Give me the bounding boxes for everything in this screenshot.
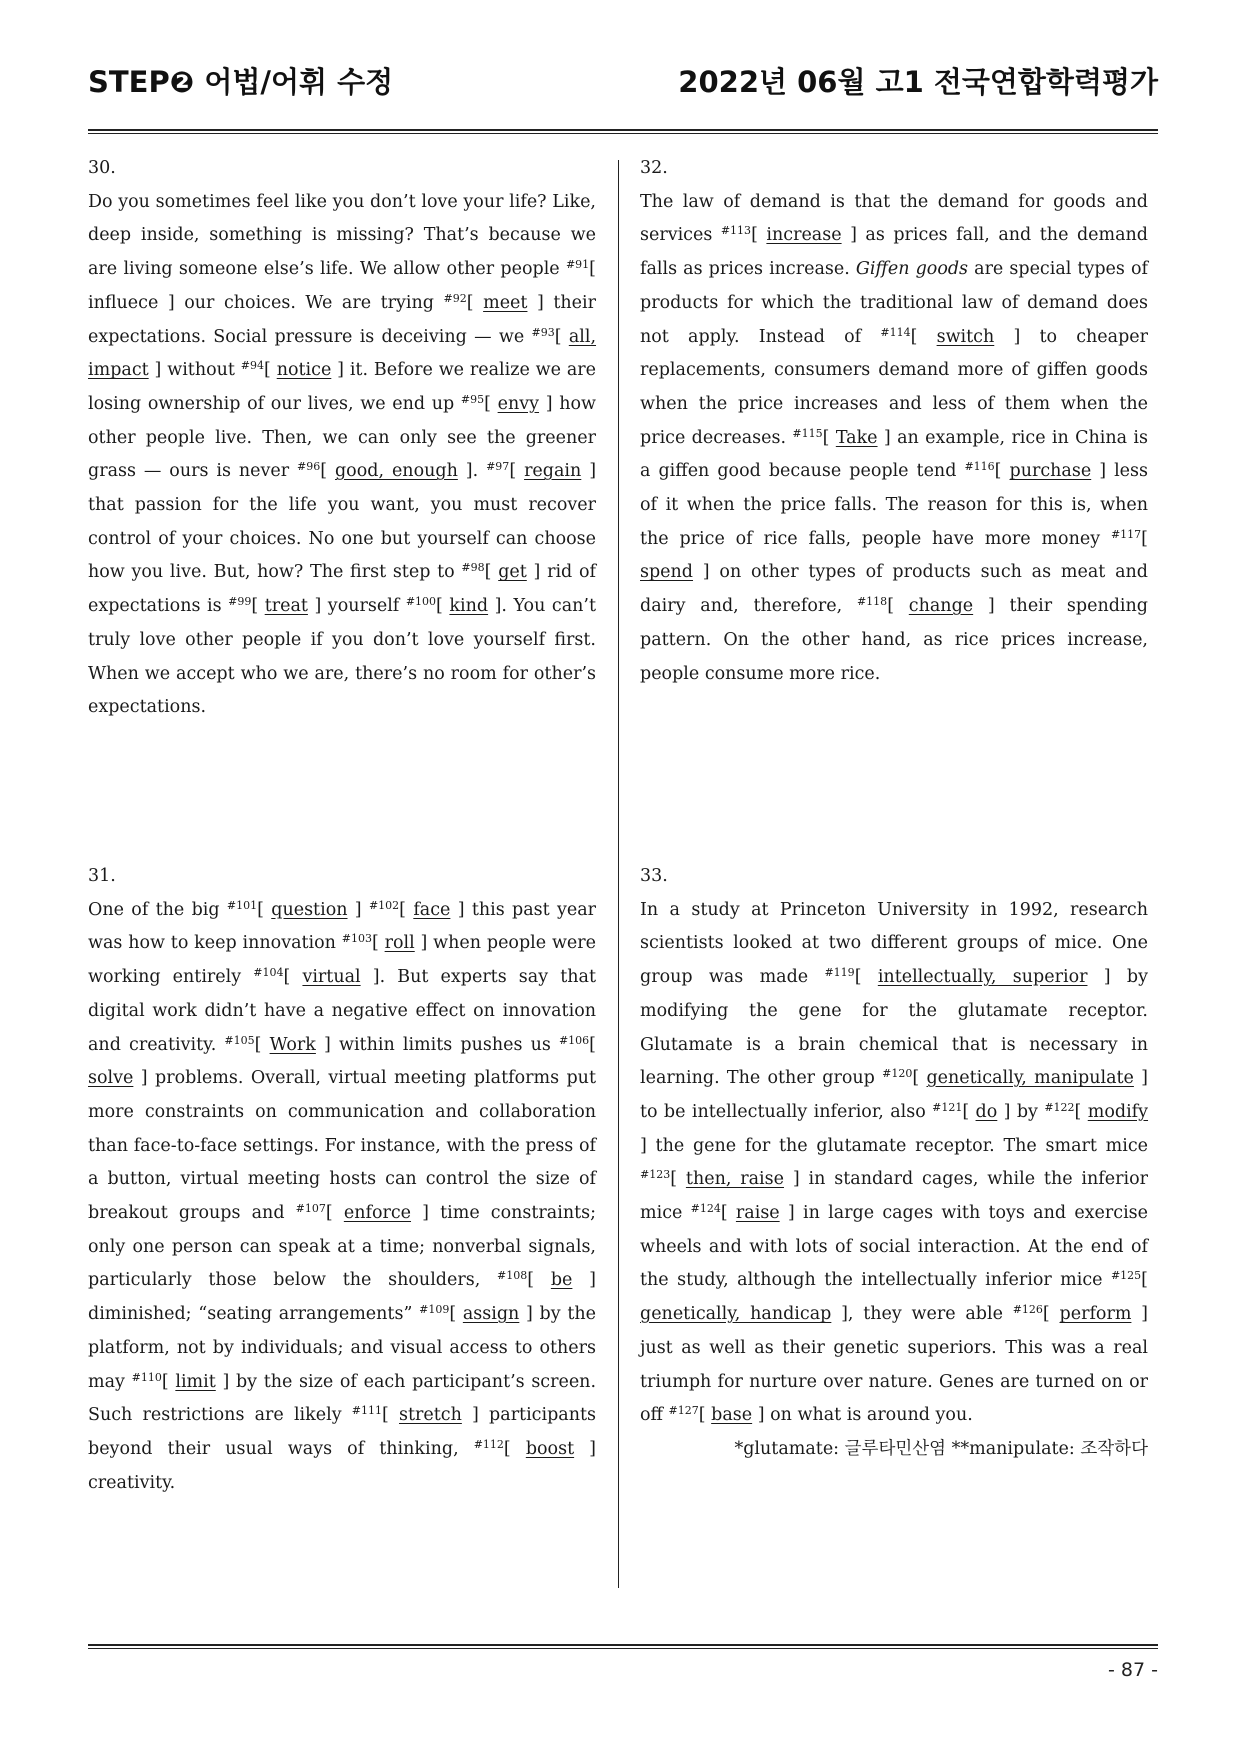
question-number: 32. — [640, 158, 668, 178]
blank-answer: roll — [384, 933, 415, 954]
blank-number: #119 — [824, 966, 855, 980]
blank-answer: switch — [936, 326, 995, 347]
blank-number: #95 — [460, 392, 485, 406]
blank-answer: good, enough — [334, 461, 458, 482]
blank-answer: envy — [497, 393, 540, 414]
blank-answer: notice — [276, 360, 332, 381]
blank-number: #121 — [932, 1100, 963, 1114]
blank-number: #112 — [473, 1437, 504, 1451]
blank-number: #106 — [558, 1033, 590, 1047]
blank-number: #107 — [295, 1202, 326, 1216]
blank-number: #120 — [882, 1067, 913, 1081]
blank-number: #110 — [131, 1370, 162, 1384]
footer-rule — [88, 1644, 1158, 1649]
blank-number: #93 — [531, 325, 555, 339]
blank-answer: genetically, handicap — [640, 1304, 832, 1325]
blank-answer: Take — [835, 427, 878, 448]
blank-number: #124 — [690, 1202, 721, 1216]
blank-answer: treat — [264, 596, 308, 617]
blank-answer: solve — [88, 1068, 134, 1089]
step-title: STEP❷ 어법/어휘 수정 — [88, 65, 394, 99]
blank-answer: enforce — [343, 1203, 412, 1224]
question-passage: One of the big $^{\#101}$[ question ] $^{\#102}$[ face ] this past year was how to keep innovation $^{\#103}$[ roll ] when people were working entirely $^{\#104}$[ virtual ]. But experts say that digital work didn’t have a negative effect on innovation and creativity. $^{\#105}$[ Work ] within limits pushes us $^{\#106}$[ solve ] problems. Overall, virtual meeting platforms put more constraints on communication and collaboration than face-to-face settings. For instance, with the press of a button, virtual meeting hosts can control the size of breakout groups and $^{\#107}$[ enforce ] time constraints; only one person can speak at a time; nonverbal signals, particularly those below the shoulders, $^{\#108}$[ be ] diminished; “seating arrangements” $^{\#109}$[ assign ] by the platform, not by individuals; and visual access to others may $^{\#110}$[ limit ] by the size of each participant’s screen. Such restrictions are likely $^{\#111}$[ stretch ] participants beyond their usual ways of thinking, $^{\#112}$[ boost ] creativity. — [88, 898, 597, 1493]
blank-answer: spend — [640, 562, 694, 583]
question-number: 31. — [88, 866, 116, 886]
blank-answer: stretch — [399, 1405, 462, 1426]
blank-number: #108 — [497, 1269, 528, 1283]
blank-number: #98 — [461, 561, 485, 575]
blank-number: #113 — [720, 224, 752, 238]
blank-answer: base — [711, 1405, 753, 1426]
blank-number: #97 — [486, 460, 510, 474]
blank-number: #105 — [224, 1033, 255, 1047]
blank-answer: virtual — [302, 967, 361, 988]
question-32 — [640, 152, 1148, 691]
blank-number: #111 — [351, 1404, 382, 1418]
blank-answer: intellectually, superior — [877, 967, 1088, 988]
blank-number: #109 — [419, 1303, 450, 1317]
blank-answer: question — [271, 899, 348, 920]
blank-answer: Work — [269, 1034, 316, 1055]
blank-number: #103 — [341, 932, 372, 946]
blank-number: #127 — [668, 1404, 699, 1418]
exam-title: 2022년 06월 고1 전국연합학력평가 — [678, 65, 1158, 99]
blank-number: #125 — [1110, 1269, 1142, 1283]
blank-answer: perform — [1059, 1304, 1132, 1325]
blank-answer: be — [550, 1270, 573, 1291]
blank-answer: boost — [525, 1438, 575, 1459]
question-passage: Do you sometimes feel like you don’t love your life? Like, deep inside, something is missing? That’s because we are living someone else’s life. We allow other people $^{\#91}$[ influece ] our choices. We are trying $^{\#92}$[ meet ] their expectations. Social pressure is deceiving — we $^{\#93}$[ all, impact ] without $^{\#94}$[ notice ] it. Before we realize we are losing ownership of our lives, we end up $^{\#95}$[ envy ] how other people live. Then, we can only see the greener grass — ours is never $^{\#96}$[ good, enough ]. $^{\#97}$[ regain ] that passion for the life you want, you must recover control of your choices. No one but yourself can choose how you live. But, how? The first step to $^{\#98}$[ get ] rid of expectations is $^{\#99}$[ treat ] yourself $^{\#100}$[ kind ]. You can’t truly love other people if you don’t love yourself first. When we accept who we are, there’s no room for other’s expectations. — [88, 191, 597, 718]
blank-answer: face — [413, 899, 451, 920]
footnote-gloss: *glutamate: 글루타민산염 **manipulate: 조작하다 — [734, 1438, 1148, 1459]
blank-answer: increase — [766, 225, 842, 246]
blank-number: #114 — [880, 325, 911, 339]
blank-answer: meet — [483, 292, 528, 313]
blank-answer: genetically, manipulate — [926, 1068, 1134, 1089]
blank-number: #100 — [405, 595, 437, 609]
blank-answer: kind — [449, 596, 489, 617]
question-number: 30. — [88, 158, 116, 178]
question-31 — [88, 860, 596, 1500]
blank-number: #115 — [792, 426, 823, 440]
header-rule — [88, 129, 1158, 134]
blank-number: #117 — [1110, 527, 1142, 541]
blank-answer: regain — [524, 461, 582, 482]
blank-number: #94 — [240, 359, 265, 373]
blank-number: #118 — [856, 595, 888, 609]
page-number: - 87 - — [1108, 1659, 1158, 1681]
question-30 — [88, 152, 596, 725]
page-header — [88, 62, 1158, 102]
blank-number: #92 — [443, 291, 467, 305]
blank-answer: do — [975, 1101, 998, 1122]
blank-number: #116 — [964, 460, 995, 474]
question-number: 33. — [640, 866, 668, 886]
question-passage: The law of demand is that the demand for goods and services $^{\#113}$[ increase ] as prices fall, and the demand falls as prices increase. Giffen goods are special types of products for which the traditional law of demand does not apply. Instead of $^{\#114}$[ switch ] to cheaper replacements, consumers demand more of giffen goods when the price increases and less of them when the price decreases. $^{\#115}$[ Take ] an example, rice in China is a giffen good because people tend $^{\#116}$[ purchase ] less of it when the price falls. The reason for this is, when the price of rice falls, people have more money $^{\#117}$[ spend ] on other types of products such as meat and dairy and, therefore, $^{\#118}$[ change ] their spending pattern. On the other hand, as rice prices increase, people consume more rice. — [640, 191, 1149, 684]
blank-number: #123 — [640, 1168, 671, 1182]
blank-answer: purchase — [1009, 461, 1092, 482]
blank-number: #126 — [1012, 1303, 1043, 1317]
blank-number: #91 — [565, 258, 590, 272]
question-33 — [640, 860, 1148, 1467]
blank-answer: assign — [462, 1304, 520, 1325]
blank-number: #99 — [228, 595, 252, 609]
blank-answer: then, raise — [685, 1169, 784, 1190]
italic-term: Giffen goods — [855, 259, 969, 280]
blank-number: #122 — [1044, 1100, 1075, 1114]
blank-answer: raise — [735, 1203, 780, 1224]
blank-number: #104 — [253, 966, 284, 980]
blank-answer: change — [908, 596, 974, 617]
blank-number: #101 — [226, 898, 258, 912]
blank-answer: modify — [1087, 1101, 1149, 1122]
question-passage: In a study at Princeton University in 1992, research scientists looked at two different groups of mice. One group was made $^{\#119}$[ intellectually, superior ] by modifying the gene for the glutamate receptor. Glutamate is a brain chemical that is necessary in learning. The other group $^{\#120}$[ genetically, manipulate ] to be intellectually inferior, also $^{\#121}$[ do ] by $^{\#122}$[ modify ] the gene for the glutamate receptor. The smart mice $^{\#123}$[ then, raise ] in standard cages, while the inferior mice $^{\#124}$[ raise ] in large cages with toys and exercise wheels and with lots of social interaction. At the end of the study, although the intellectually inferior mice $^{\#125}$[ genetically, handicap ], they were able $^{\#126}$[ perform ] just as well as their genetic superiors. This was a real triumph for nurture over nature. Genes are turned on or off $^{\#127}$[ base ] on what is around you. — [640, 899, 1149, 1426]
blank-number: #102 — [368, 898, 400, 912]
blank-answer: get — [498, 562, 527, 583]
blank-answer: limit — [175, 1371, 216, 1392]
blank-answer: all, impact — [88, 326, 597, 381]
column-divider — [618, 160, 619, 1588]
blank-number: #96 — [297, 460, 321, 474]
